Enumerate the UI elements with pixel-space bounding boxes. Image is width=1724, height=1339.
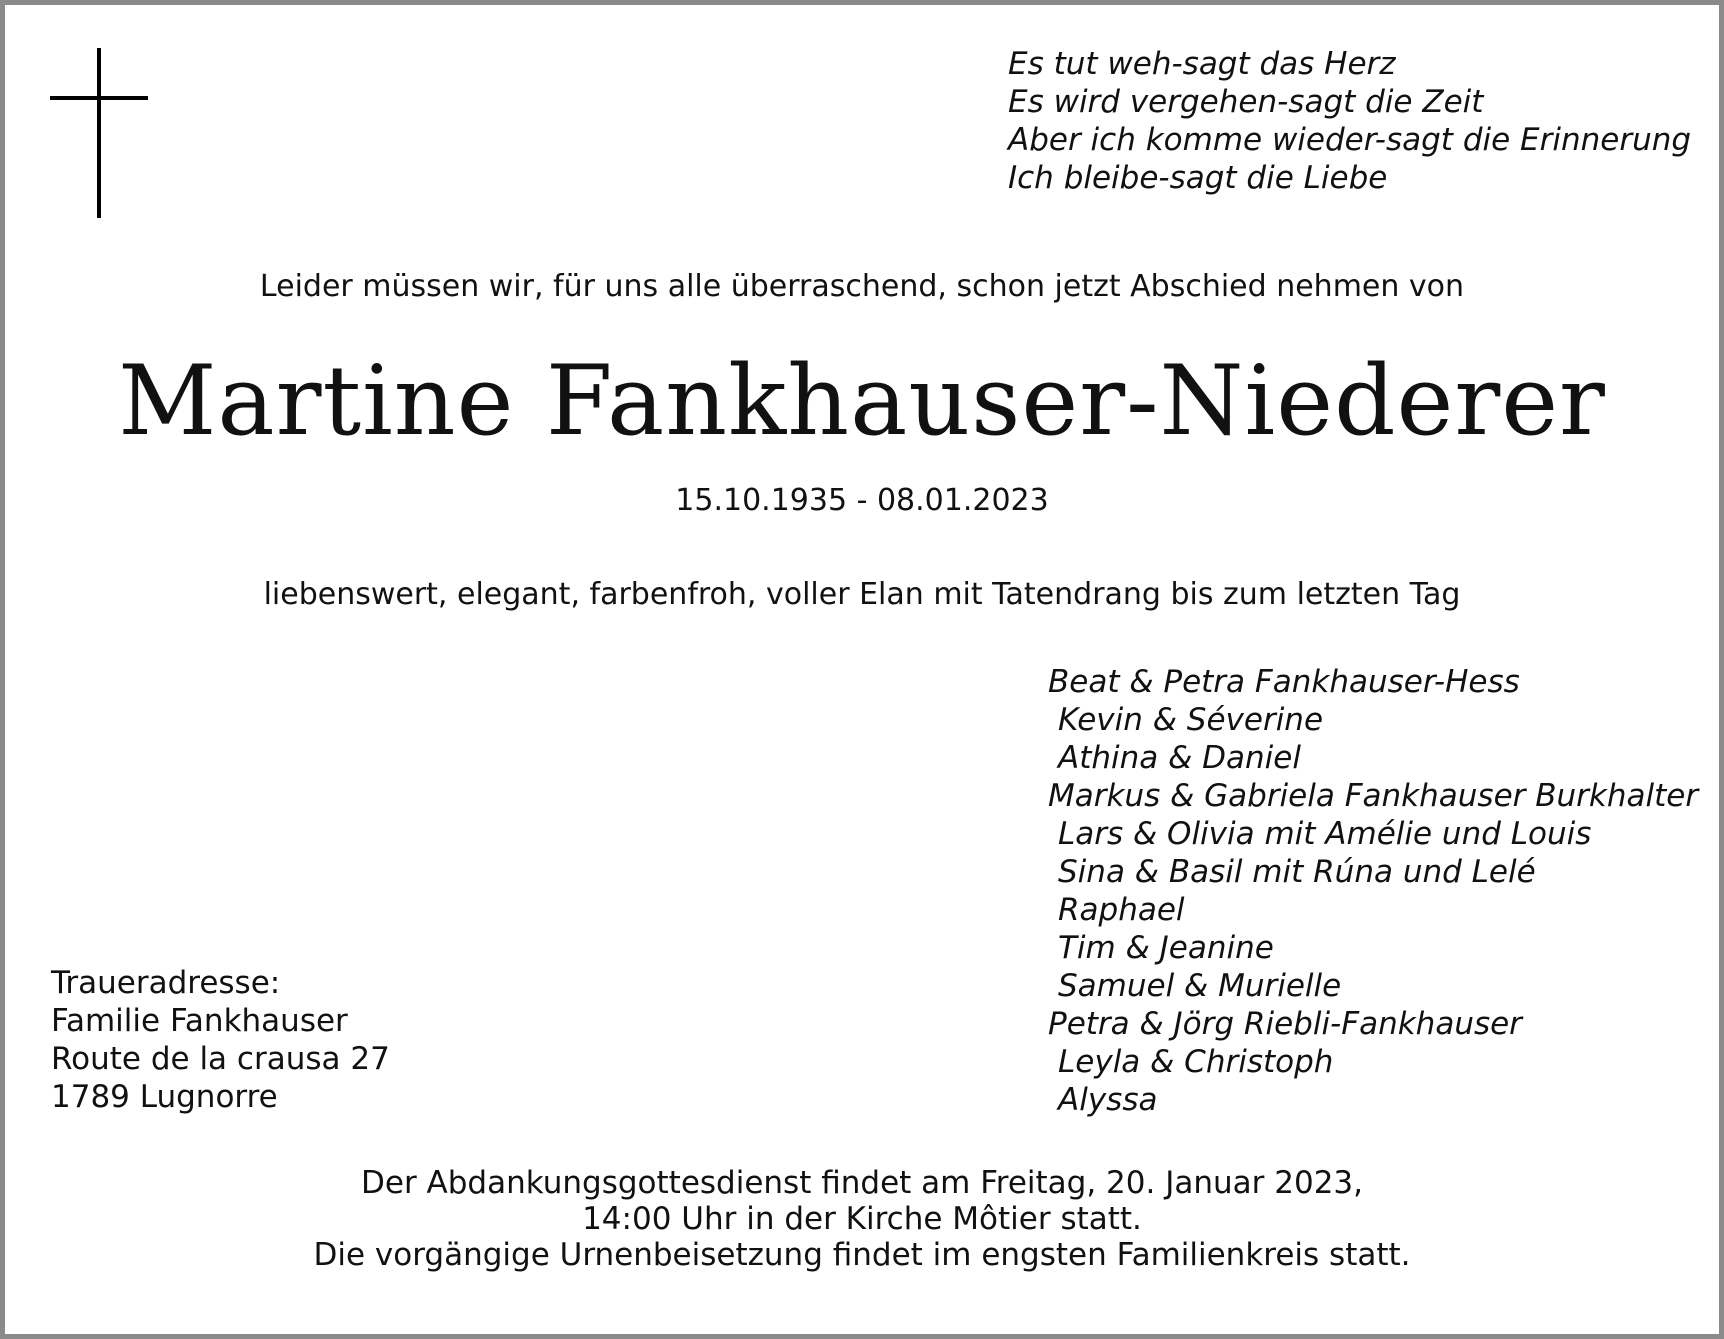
life-dates: 15.10.1935 - 08.01.2023 (675, 483, 1049, 518)
family-entry: Lars & Olivia mit Amélie und Louis (1058, 816, 1592, 852)
family-entry: Petra & Jörg Riebli-Fankhauser (1048, 1006, 1522, 1042)
family-entry: Beat & Petra Fankhauser-Hess (1048, 664, 1520, 700)
address-line: Route de la crausa 27 (51, 1041, 390, 1077)
family-entry: Raphael (1058, 892, 1185, 928)
address-line: 1789 Lugnorre (51, 1079, 278, 1115)
intro-text: Leider müssen wir, für uns alle überraschend, schon jetzt Abschied nehmen von (259, 269, 1465, 304)
address-line: Familie Fankhauser (51, 1003, 348, 1039)
service-notice (5, 1165, 1719, 1273)
obituary-page (5, 5, 1719, 1334)
cross-icon (50, 48, 150, 218)
family-entry: Markus & Gabriela Fankhauser Burkhalter (1048, 778, 1699, 814)
poem-line: Aber ich komme wieder-sagt die Erinnerung (1008, 122, 1692, 158)
address-label: Traueradresse: (51, 965, 281, 1001)
family-entry: Kevin & Séverine (1058, 702, 1324, 738)
deceased-name: Martine Fankhauser-Niederer (118, 345, 1606, 457)
family-list (1048, 663, 1698, 1119)
family-entry: Alyssa (1058, 1082, 1158, 1118)
service-line: Die vorgängige Urnenbeisetzung findet im engsten Familienkreis statt. (313, 1237, 1411, 1273)
motto-text: liebenswert, elegant, farbenfroh, voller Elan mit Tatendrang bis zum letzten Tag (263, 577, 1461, 612)
family-entry: Athina & Daniel (1058, 740, 1301, 776)
poem-line: Es tut weh-sagt das Herz (1008, 46, 1396, 82)
family-entry: Leyla & Christoph (1058, 1044, 1334, 1080)
family-entry: Sina & Basil mit Rúna und Lelé (1058, 854, 1536, 890)
poem (1008, 45, 1691, 197)
service-line: 14:00 Uhr in der Kirche Môtier statt. (582, 1201, 1142, 1237)
poem-line: Es wird vergehen-sagt die Zeit (1008, 84, 1484, 120)
poem-line: Ich bleibe-sagt die Liebe (1008, 160, 1388, 196)
mourning-address (51, 964, 390, 1116)
service-line: Der Abdankungsgottesdienst findet am Freitag, 20. Januar 2023, (361, 1165, 1363, 1201)
family-entry: Samuel & Murielle (1058, 968, 1342, 1004)
family-entry: Tim & Jeanine (1058, 930, 1274, 966)
